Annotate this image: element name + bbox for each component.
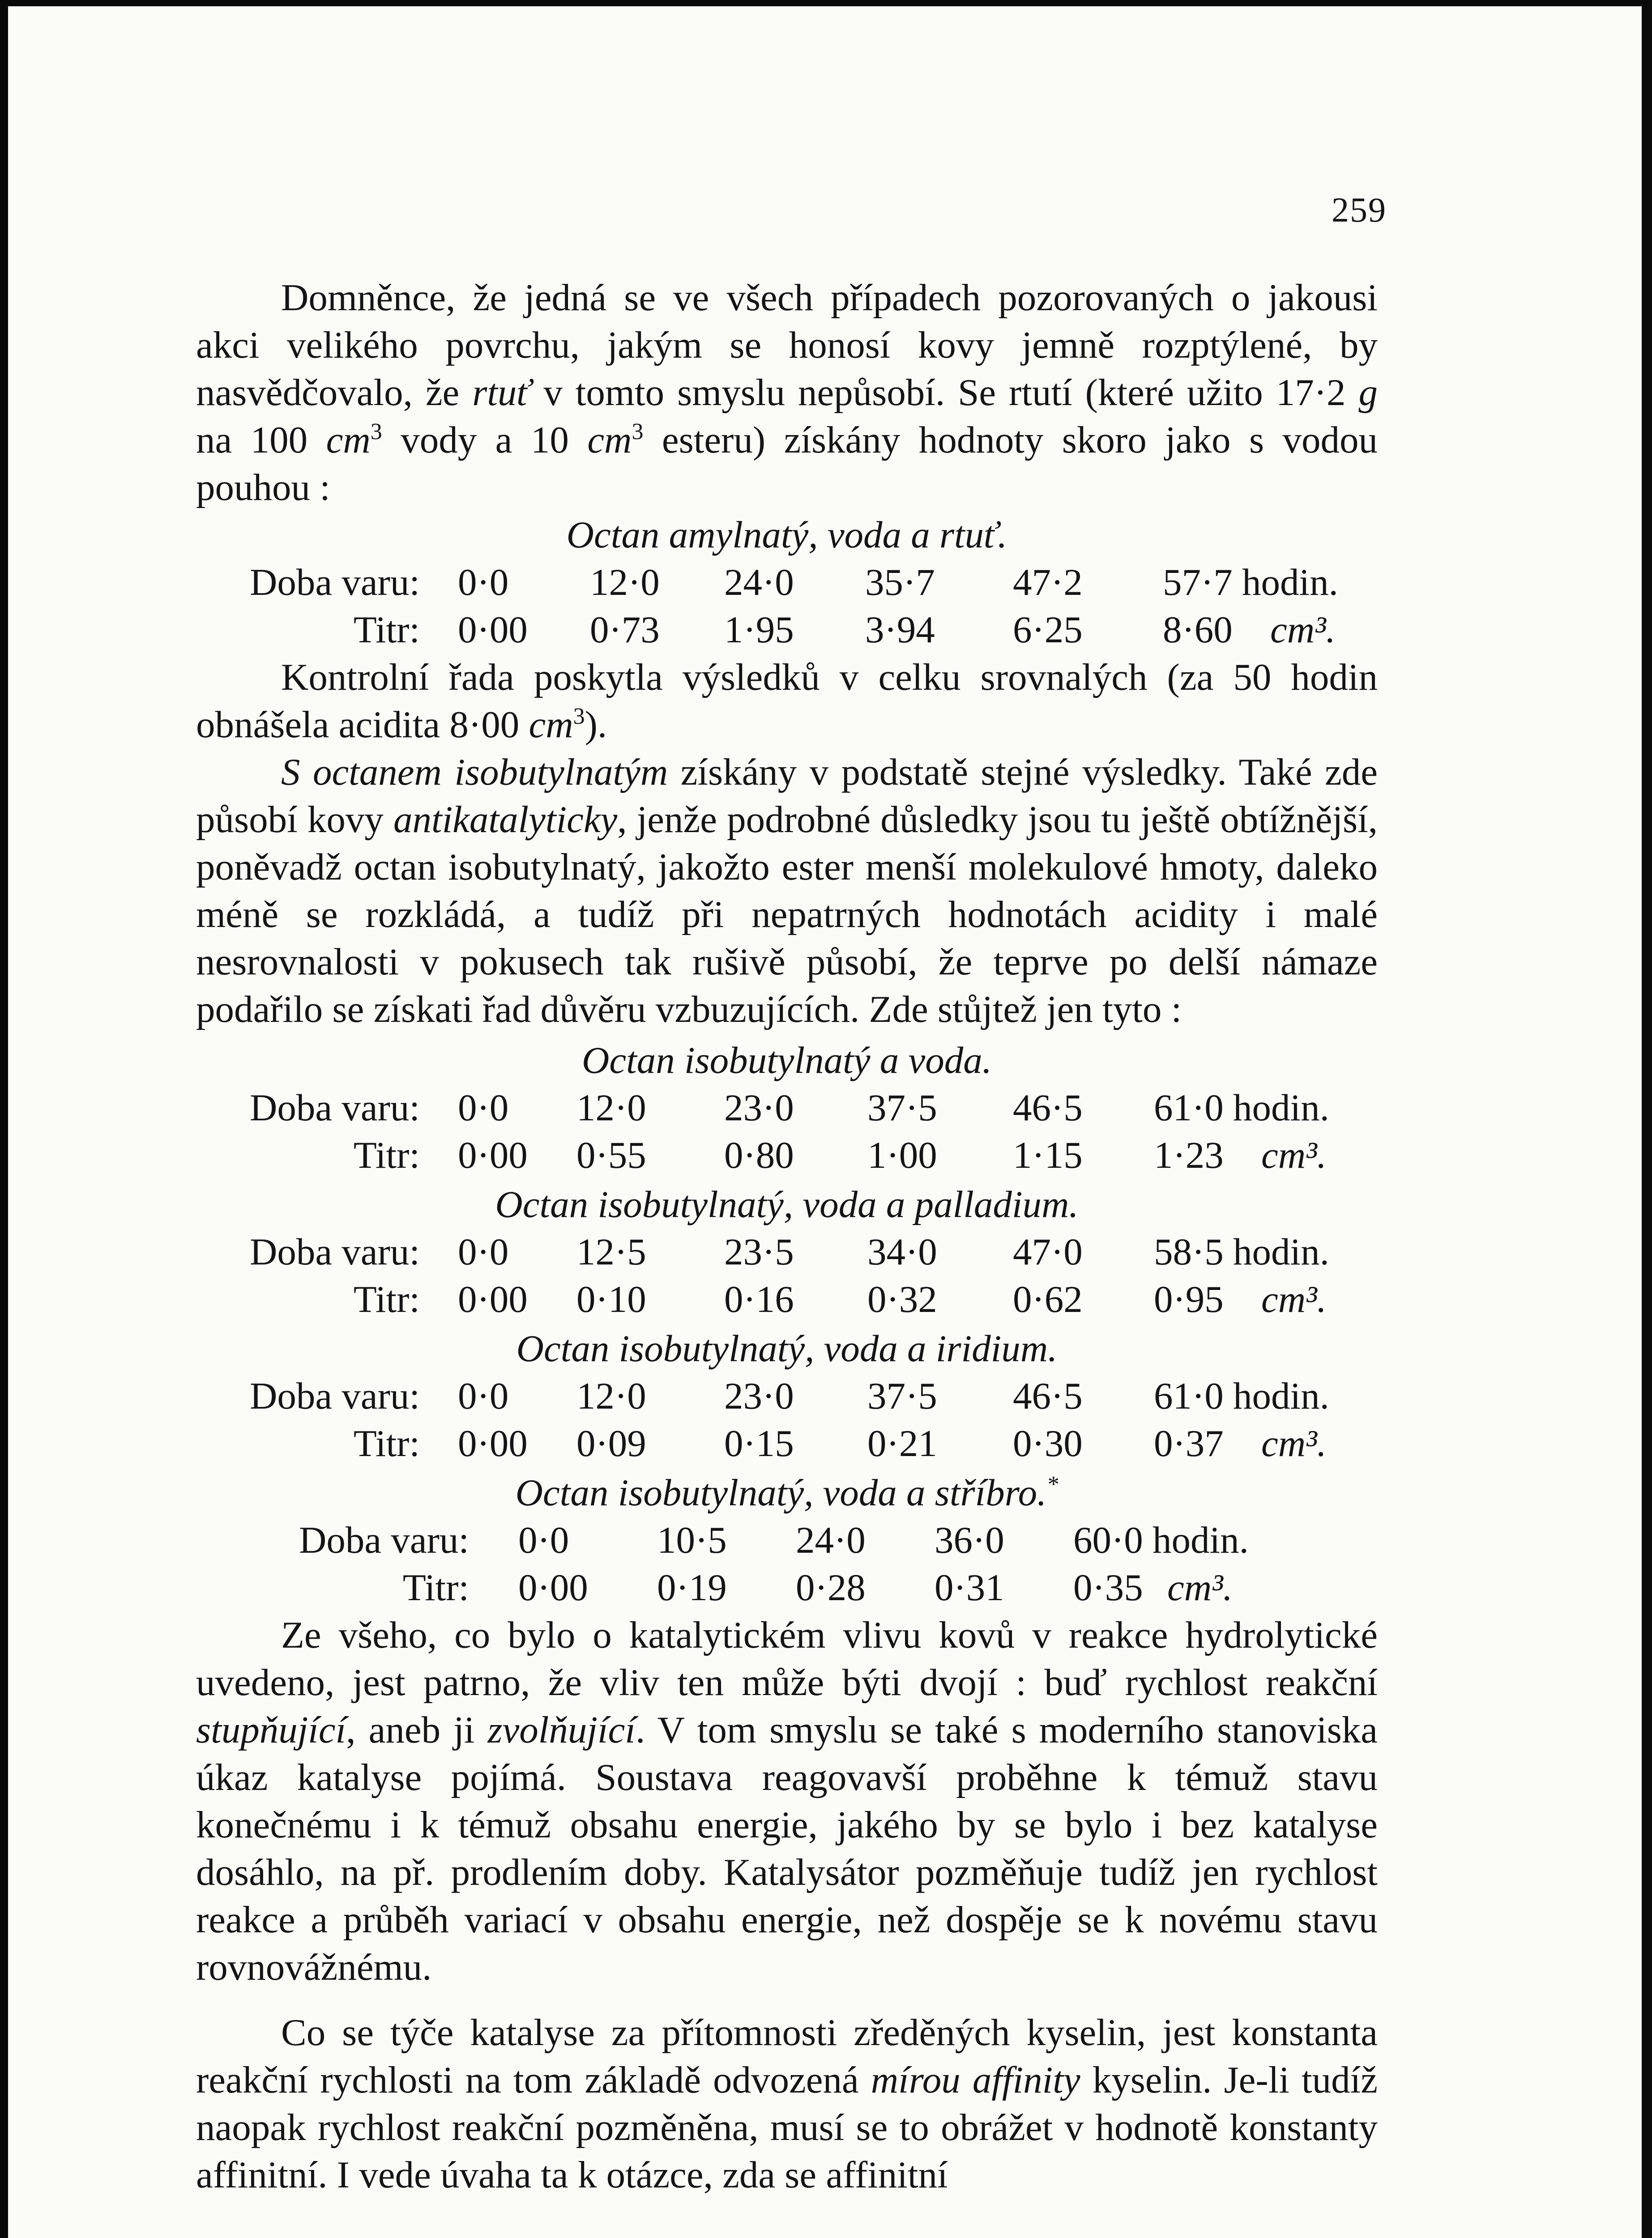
table-row-doba — [196, 1084, 1378, 1132]
table-cell: 0·35 — [1073, 1567, 1143, 1609]
table-row-doba — [196, 1372, 1378, 1420]
table-cell: 0·00 — [458, 609, 528, 651]
table-cell: 0·00 — [518, 1567, 588, 1609]
table-cell: 12·0 — [590, 561, 660, 603]
data-table-isobutyl-iridium — [196, 1325, 1378, 1467]
row-label: Doba varu: — [249, 561, 420, 603]
table-cell: 1·00 — [867, 1134, 937, 1176]
table-cell: 1·15 — [1013, 1134, 1083, 1176]
table-cell: 47·0 — [1013, 1231, 1083, 1273]
table-cell: 0·0 — [458, 1375, 509, 1417]
row-label: Doba varu: — [249, 1231, 420, 1273]
unit: cm³. — [1261, 1422, 1327, 1465]
table-cell: 57·7 hodin. — [1163, 561, 1338, 603]
table-row-titr — [196, 1420, 1378, 1467]
table-cell: 0·00 — [458, 1134, 528, 1176]
table-cell: 0·0 — [458, 561, 509, 603]
table-cell: 58·5 hodin. — [1154, 1231, 1329, 1273]
table-cell: 34·0 — [867, 1231, 937, 1273]
paragraph-isobutyl: S octanem isobutylnatým získány v podstatě stejné výsledky. Také zde působí kovy antikatalyticky, jenže podrobné důsledky jsou tu ještě obtížnější, poněvadž octan isobutylnatý, jakožto ester menší molekulové hmoty, daleko méně se rozkládá, a tudíž při nepatrných hodnotách acidity i malé nesrovnalosti v pokusech tak rušivě působí, že teprve po delší námaze podařilo se získati řad důvěru vzbuzujících. Zde stůjtež jen tyto : — [196, 751, 1378, 1030]
table-row-titr — [196, 1276, 1378, 1323]
table-cell: 12·0 — [576, 1375, 646, 1417]
row-label: Titr: — [353, 1278, 420, 1320]
table-cell: 0·55 — [576, 1134, 646, 1176]
table-row-doba — [196, 559, 1378, 606]
table-cell: 0·21 — [867, 1422, 937, 1465]
table-cell: 0·62 — [1013, 1278, 1083, 1320]
table-title: Octan isobutylnatý, voda a stříbro.* — [515, 1472, 1059, 1514]
table-cell: 0·09 — [576, 1422, 646, 1465]
row-label: Titr: — [402, 1567, 469, 1609]
table-row-doba — [196, 1516, 1378, 1564]
table-cell: 0·00 — [458, 1422, 528, 1465]
table-cell: 0·10 — [576, 1278, 646, 1320]
table-cell: 1·95 — [724, 609, 794, 651]
table-title: Octan isobutylnatý a voda. — [582, 1039, 992, 1081]
table-cell: 8·60 — [1163, 609, 1233, 651]
table-cell: 3·94 — [865, 609, 935, 651]
table-cell: 23·0 — [724, 1087, 794, 1129]
body-text — [196, 274, 1378, 2199]
table-cell: 0·95 — [1154, 1278, 1224, 1320]
table-cell: 47·2 — [1013, 561, 1083, 603]
table-title: Octan isobutylnatý, voda a palladium. — [495, 1183, 1079, 1226]
table-cell: 0·0 — [458, 1087, 509, 1129]
paragraph-affinity: Co se týče katalyse za přítomnosti zředěných kyselin, jest konstanta reakční rychlosti na tom základě odvozená mírou affinity kyselin. Je-li tudíž naopak rychlost reakční pozměněna, musí se to obrážet v hodnotě konstanty affinitní. I vede úvaha ta k otázce, zda se affinitní — [196, 2012, 1378, 2196]
paragraph-control: Kontrolní řada poskytla výsledků v celku srovnalých (za 50 hodin obnášela acidita 8·00 $cm^3$). — [196, 656, 1378, 746]
row-label: Doba varu: — [249, 1375, 420, 1417]
data-table-amyl-mercury — [196, 511, 1378, 653]
page-number: 259 — [1332, 190, 1387, 229]
table-cell: 0·30 — [1013, 1422, 1083, 1465]
table-cell: 0·16 — [724, 1278, 794, 1320]
row-label: Doba varu: — [299, 1519, 469, 1561]
unit: cm³. — [1261, 1278, 1327, 1320]
paragraph-mercury-intro: Domněnce, že jedná se ve všech případech pozorovaných o jakousi akci velikého povrchu, jakým se honosí kovy jemně rozptýlené, by nasvědčovalo, že rtuť v tomto smyslu nepůsobí. Se rtutí (které užito 17·2 g na 100 $cm^3$ vody a 10 $cm^3$ esteru) získány hodnoty skoro jako s vodou pouhou : — [196, 277, 1378, 508]
table-cell: 0·19 — [657, 1567, 727, 1609]
row-label: Titr: — [353, 1134, 420, 1176]
table-cell: 0·80 — [724, 1134, 794, 1176]
table-cell: 12·5 — [576, 1231, 646, 1273]
table-cell: 61·0 hodin. — [1154, 1087, 1329, 1129]
table-cell: 0·37 — [1154, 1422, 1224, 1465]
table-cell: 6·25 — [1013, 609, 1083, 651]
data-table-isobutyl-water — [196, 1037, 1378, 1179]
table-cell: 24·0 — [724, 561, 794, 603]
table-cell: 37·5 — [867, 1375, 937, 1417]
data-table-isobutyl-palladium — [196, 1181, 1378, 1323]
table-cell: 37·5 — [867, 1087, 937, 1129]
table-cell: 35·7 — [865, 561, 935, 603]
table-cell: 0·0 — [518, 1519, 569, 1561]
table-cell: 0·73 — [590, 609, 660, 651]
table-cell: 0·31 — [935, 1567, 1004, 1609]
row-label: Titr: — [353, 609, 420, 651]
table-cell: 61·0 hodin. — [1154, 1375, 1329, 1417]
unit: cm³. — [1167, 1567, 1233, 1609]
table-row-titr — [196, 1564, 1378, 1611]
document-page — [8, 6, 1642, 2238]
table-cell: 46·5 — [1013, 1087, 1083, 1129]
table-cell: 60·0 hodin. — [1073, 1519, 1249, 1561]
unit: cm³. — [1270, 609, 1336, 651]
table-cell: 0·15 — [724, 1422, 794, 1465]
unit: cm³. — [1261, 1134, 1327, 1176]
table-cell: 0·32 — [867, 1278, 937, 1320]
table-row-titr — [196, 606, 1378, 653]
table-cell: 36·0 — [935, 1519, 1004, 1561]
data-table-isobutyl-silver — [196, 1469, 1378, 1611]
row-label: Doba varu: — [249, 1087, 420, 1129]
table-cell: 10·5 — [657, 1519, 727, 1561]
table-cell: 23·0 — [724, 1375, 794, 1417]
table-cell: 24·0 — [796, 1519, 866, 1561]
table-title: Octan amylnatý, voda a rtuť. — [566, 514, 1007, 556]
table-row-titr — [196, 1132, 1378, 1179]
table-cell: 12·0 — [576, 1087, 646, 1129]
table-cell: 0·00 — [458, 1278, 528, 1320]
table-cell: 0·28 — [796, 1567, 866, 1609]
paragraph-catalysis: Ze všeho, co bylo o katalytickém vlivu kovů v reakce hydrolytické uvedeno, jest patrno, že vliv ten může býti dvojí : buď rychlost reakční stupňující, aneb ji zvolňující. V tom smyslu se také s moderního stanoviska úkaz katalyse pojímá. Soustava reagovavší proběhne k témuž stavu konečnému i k témuž obsahu energie, jakého by se bylo i bez katalyse dosáhlo, na př. prodlením doby. Katalysátor pozměňuje tudíž jen rychlost reakce a průběh variací v obsahu energie, než dospěje se k novému stavu rovnovážnému. — [196, 1614, 1378, 1988]
table-cell: 1·23 — [1154, 1134, 1224, 1176]
table-cell: 23·5 — [724, 1231, 794, 1273]
row-label: Titr: — [353, 1422, 420, 1465]
table-cell: 46·5 — [1013, 1375, 1083, 1417]
table-title: Octan isobutylnatý, voda a iridium. — [516, 1328, 1058, 1370]
table-cell: 0·0 — [458, 1231, 509, 1273]
table-row-doba — [196, 1228, 1378, 1276]
